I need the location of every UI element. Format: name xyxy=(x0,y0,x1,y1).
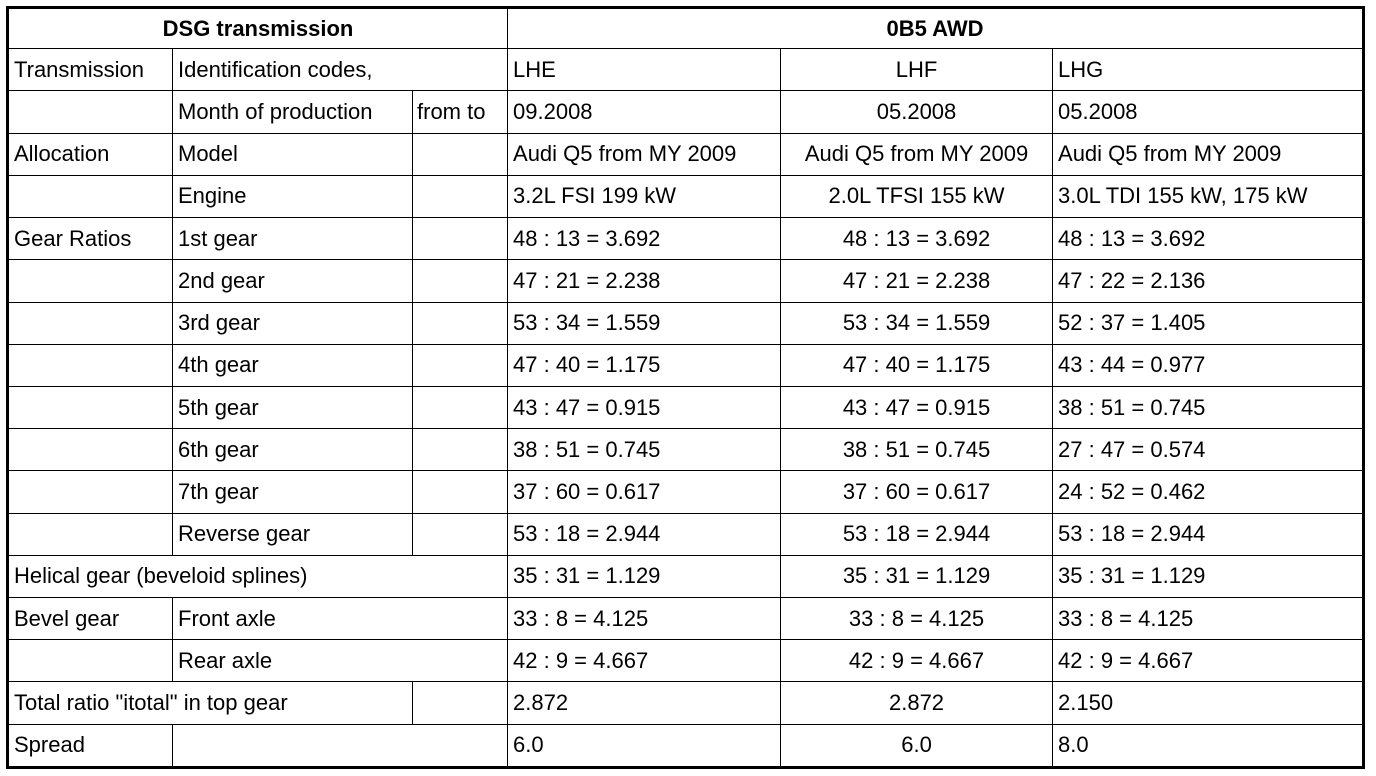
cell-gear7-lhe: 37 : 60 = 0.617 xyxy=(508,471,781,513)
row-front-axle xyxy=(8,598,1364,640)
label-from-to: from to xyxy=(413,91,508,133)
row-engine xyxy=(8,175,1364,217)
cell-helical-lhg: 35 : 31 = 1.129 xyxy=(1053,555,1364,597)
row-gear-5 xyxy=(8,386,1364,428)
empty-cell xyxy=(413,133,508,175)
label-spread: Spread xyxy=(8,724,173,767)
label-7th-gear: 7th gear xyxy=(173,471,413,513)
cell-gear4-lhg: 43 : 44 = 0.977 xyxy=(1053,344,1364,386)
cell-model-lhg: Audi Q5 from MY 2009 xyxy=(1053,133,1364,175)
cell-lhg: LHG xyxy=(1053,49,1364,91)
cell-engine-lhg: 3.0L TDI 155 kW, 175 kW xyxy=(1053,175,1364,217)
empty-cell xyxy=(8,386,173,428)
cell-model-lhf: Audi Q5 from MY 2009 xyxy=(781,133,1053,175)
cell-gear3-lhe: 53 : 34 = 1.559 xyxy=(508,302,781,344)
label-bevel-gear: Bevel gear xyxy=(8,598,173,640)
empty-cell xyxy=(413,513,508,555)
cell-gear2-lhe: 47 : 21 = 2.238 xyxy=(508,260,781,302)
cell-gear3-lhf: 53 : 34 = 1.559 xyxy=(781,302,1053,344)
cell-spread-lhg: 8.0 xyxy=(1053,724,1364,767)
cell-gear5-lhf: 43 : 47 = 0.915 xyxy=(781,386,1053,428)
empty-cell xyxy=(413,260,508,302)
cell-helical-lhf: 35 : 31 = 1.129 xyxy=(781,555,1053,597)
cell-engine-lhf: 2.0L TFSI 155 kW xyxy=(781,175,1053,217)
empty-cell xyxy=(413,218,508,260)
label-helical-gear: Helical gear (beveloid splines) xyxy=(8,555,508,597)
cell-month-lhe: 09.2008 xyxy=(508,91,781,133)
empty-cell xyxy=(8,640,173,682)
cell-lhf: LHF xyxy=(781,49,1053,91)
cell-gear5-lhe: 43 : 47 = 0.915 xyxy=(508,386,781,428)
cell-gear6-lhg: 27 : 47 = 0.574 xyxy=(1053,429,1364,471)
cell-reverse-lhg: 53 : 18 = 2.944 xyxy=(1053,513,1364,555)
cell-front-lhe: 33 : 8 = 4.125 xyxy=(508,598,781,640)
cell-gear3-lhg: 52 : 37 = 1.405 xyxy=(1053,302,1364,344)
cell-model-lhe: Audi Q5 from MY 2009 xyxy=(508,133,781,175)
empty-cell xyxy=(413,302,508,344)
header-dsg-transmission: DSG transmission xyxy=(8,8,508,49)
cell-gear7-lhg: 24 : 52 = 0.462 xyxy=(1053,471,1364,513)
cell-spread-lhf: 6.0 xyxy=(781,724,1053,767)
row-model xyxy=(8,133,1364,175)
empty-cell xyxy=(8,344,173,386)
empty-cell xyxy=(8,91,173,133)
label-front-axle: Front axle xyxy=(173,598,508,640)
row-gear-7 xyxy=(8,471,1364,513)
row-gear-3 xyxy=(8,302,1364,344)
cell-helical-lhe: 35 : 31 = 1.129 xyxy=(508,555,781,597)
row-gear-6 xyxy=(8,429,1364,471)
empty-cell xyxy=(8,429,173,471)
label-2nd-gear: 2nd gear xyxy=(173,260,413,302)
row-rear-axle xyxy=(8,640,1364,682)
label-4th-gear: 4th gear xyxy=(173,344,413,386)
transmission-spec-table xyxy=(6,6,1365,769)
label-model: Model xyxy=(173,133,413,175)
cell-gear7-lhf: 37 : 60 = 0.617 xyxy=(781,471,1053,513)
cell-rear-lhg: 42 : 9 = 4.667 xyxy=(1053,640,1364,682)
empty-cell xyxy=(8,471,173,513)
empty-cell xyxy=(8,513,173,555)
label-allocation: Allocation xyxy=(8,133,173,175)
row-gear-1 xyxy=(8,218,1364,260)
cell-reverse-lhf: 53 : 18 = 2.944 xyxy=(781,513,1053,555)
row-helical-gear xyxy=(8,555,1364,597)
row-total-ratio xyxy=(8,682,1364,724)
cell-rear-lhe: 42 : 9 = 4.667 xyxy=(508,640,781,682)
cell-gear2-lhf: 47 : 21 = 2.238 xyxy=(781,260,1053,302)
cell-reverse-lhe: 53 : 18 = 2.944 xyxy=(508,513,781,555)
cell-gear6-lhf: 38 : 51 = 0.745 xyxy=(781,429,1053,471)
cell-gear2-lhg: 47 : 22 = 2.136 xyxy=(1053,260,1364,302)
label-gear-ratios: Gear Ratios xyxy=(8,218,173,260)
empty-cell xyxy=(8,302,173,344)
cell-month-lhg: 05.2008 xyxy=(1053,91,1364,133)
empty-cell xyxy=(413,386,508,428)
label-6th-gear: 6th gear xyxy=(173,429,413,471)
empty-cell xyxy=(413,429,508,471)
cell-gear1-lhe: 48 : 13 = 3.692 xyxy=(508,218,781,260)
cell-gear4-lhe: 47 : 40 = 1.175 xyxy=(508,344,781,386)
label-3rd-gear: 3rd gear xyxy=(173,302,413,344)
header-row xyxy=(8,8,1364,49)
row-transmission xyxy=(8,49,1364,91)
row-gear-4 xyxy=(8,344,1364,386)
row-month-of-production xyxy=(8,91,1364,133)
cell-total-lhg: 2.150 xyxy=(1053,682,1364,724)
cell-front-lhf: 33 : 8 = 4.125 xyxy=(781,598,1053,640)
cell-rear-lhf: 42 : 9 = 4.667 xyxy=(781,640,1053,682)
cell-gear5-lhg: 38 : 51 = 0.745 xyxy=(1053,386,1364,428)
row-gear-2 xyxy=(8,260,1364,302)
label-total-ratio: Total ratio "itotal" in top gear xyxy=(8,682,413,724)
header-0b5-awd: 0B5 AWD xyxy=(508,8,1364,49)
label-engine: Engine xyxy=(173,175,413,217)
row-spread xyxy=(8,724,1364,767)
cell-front-lhg: 33 : 8 = 4.125 xyxy=(1053,598,1364,640)
row-reverse-gear xyxy=(8,513,1364,555)
label-reverse-gear: Reverse gear xyxy=(173,513,413,555)
cell-gear6-lhe: 38 : 51 = 0.745 xyxy=(508,429,781,471)
cell-gear1-lhf: 48 : 13 = 3.692 xyxy=(781,218,1053,260)
empty-cell xyxy=(413,471,508,513)
label-month-of-production: Month of production xyxy=(173,91,413,133)
cell-month-lhf: 05.2008 xyxy=(781,91,1053,133)
empty-cell xyxy=(413,344,508,386)
empty-cell xyxy=(8,175,173,217)
label-5th-gear: 5th gear xyxy=(173,386,413,428)
label-identification-codes: Identification codes, xyxy=(173,49,508,91)
cell-gear1-lhg: 48 : 13 = 3.692 xyxy=(1053,218,1364,260)
label-transmission: Transmission xyxy=(8,49,173,91)
cell-lhe: LHE xyxy=(508,49,781,91)
label-1st-gear: 1st gear xyxy=(173,218,413,260)
empty-cell xyxy=(173,724,508,767)
cell-engine-lhe: 3.2L FSI 199 kW xyxy=(508,175,781,217)
empty-cell xyxy=(8,260,173,302)
cell-total-lhe: 2.872 xyxy=(508,682,781,724)
cell-total-lhf: 2.872 xyxy=(781,682,1053,724)
empty-cell xyxy=(413,682,508,724)
label-rear-axle: Rear axle xyxy=(173,640,508,682)
cell-spread-lhe: 6.0 xyxy=(508,724,781,767)
empty-cell xyxy=(413,175,508,217)
cell-gear4-lhf: 47 : 40 = 1.175 xyxy=(781,344,1053,386)
